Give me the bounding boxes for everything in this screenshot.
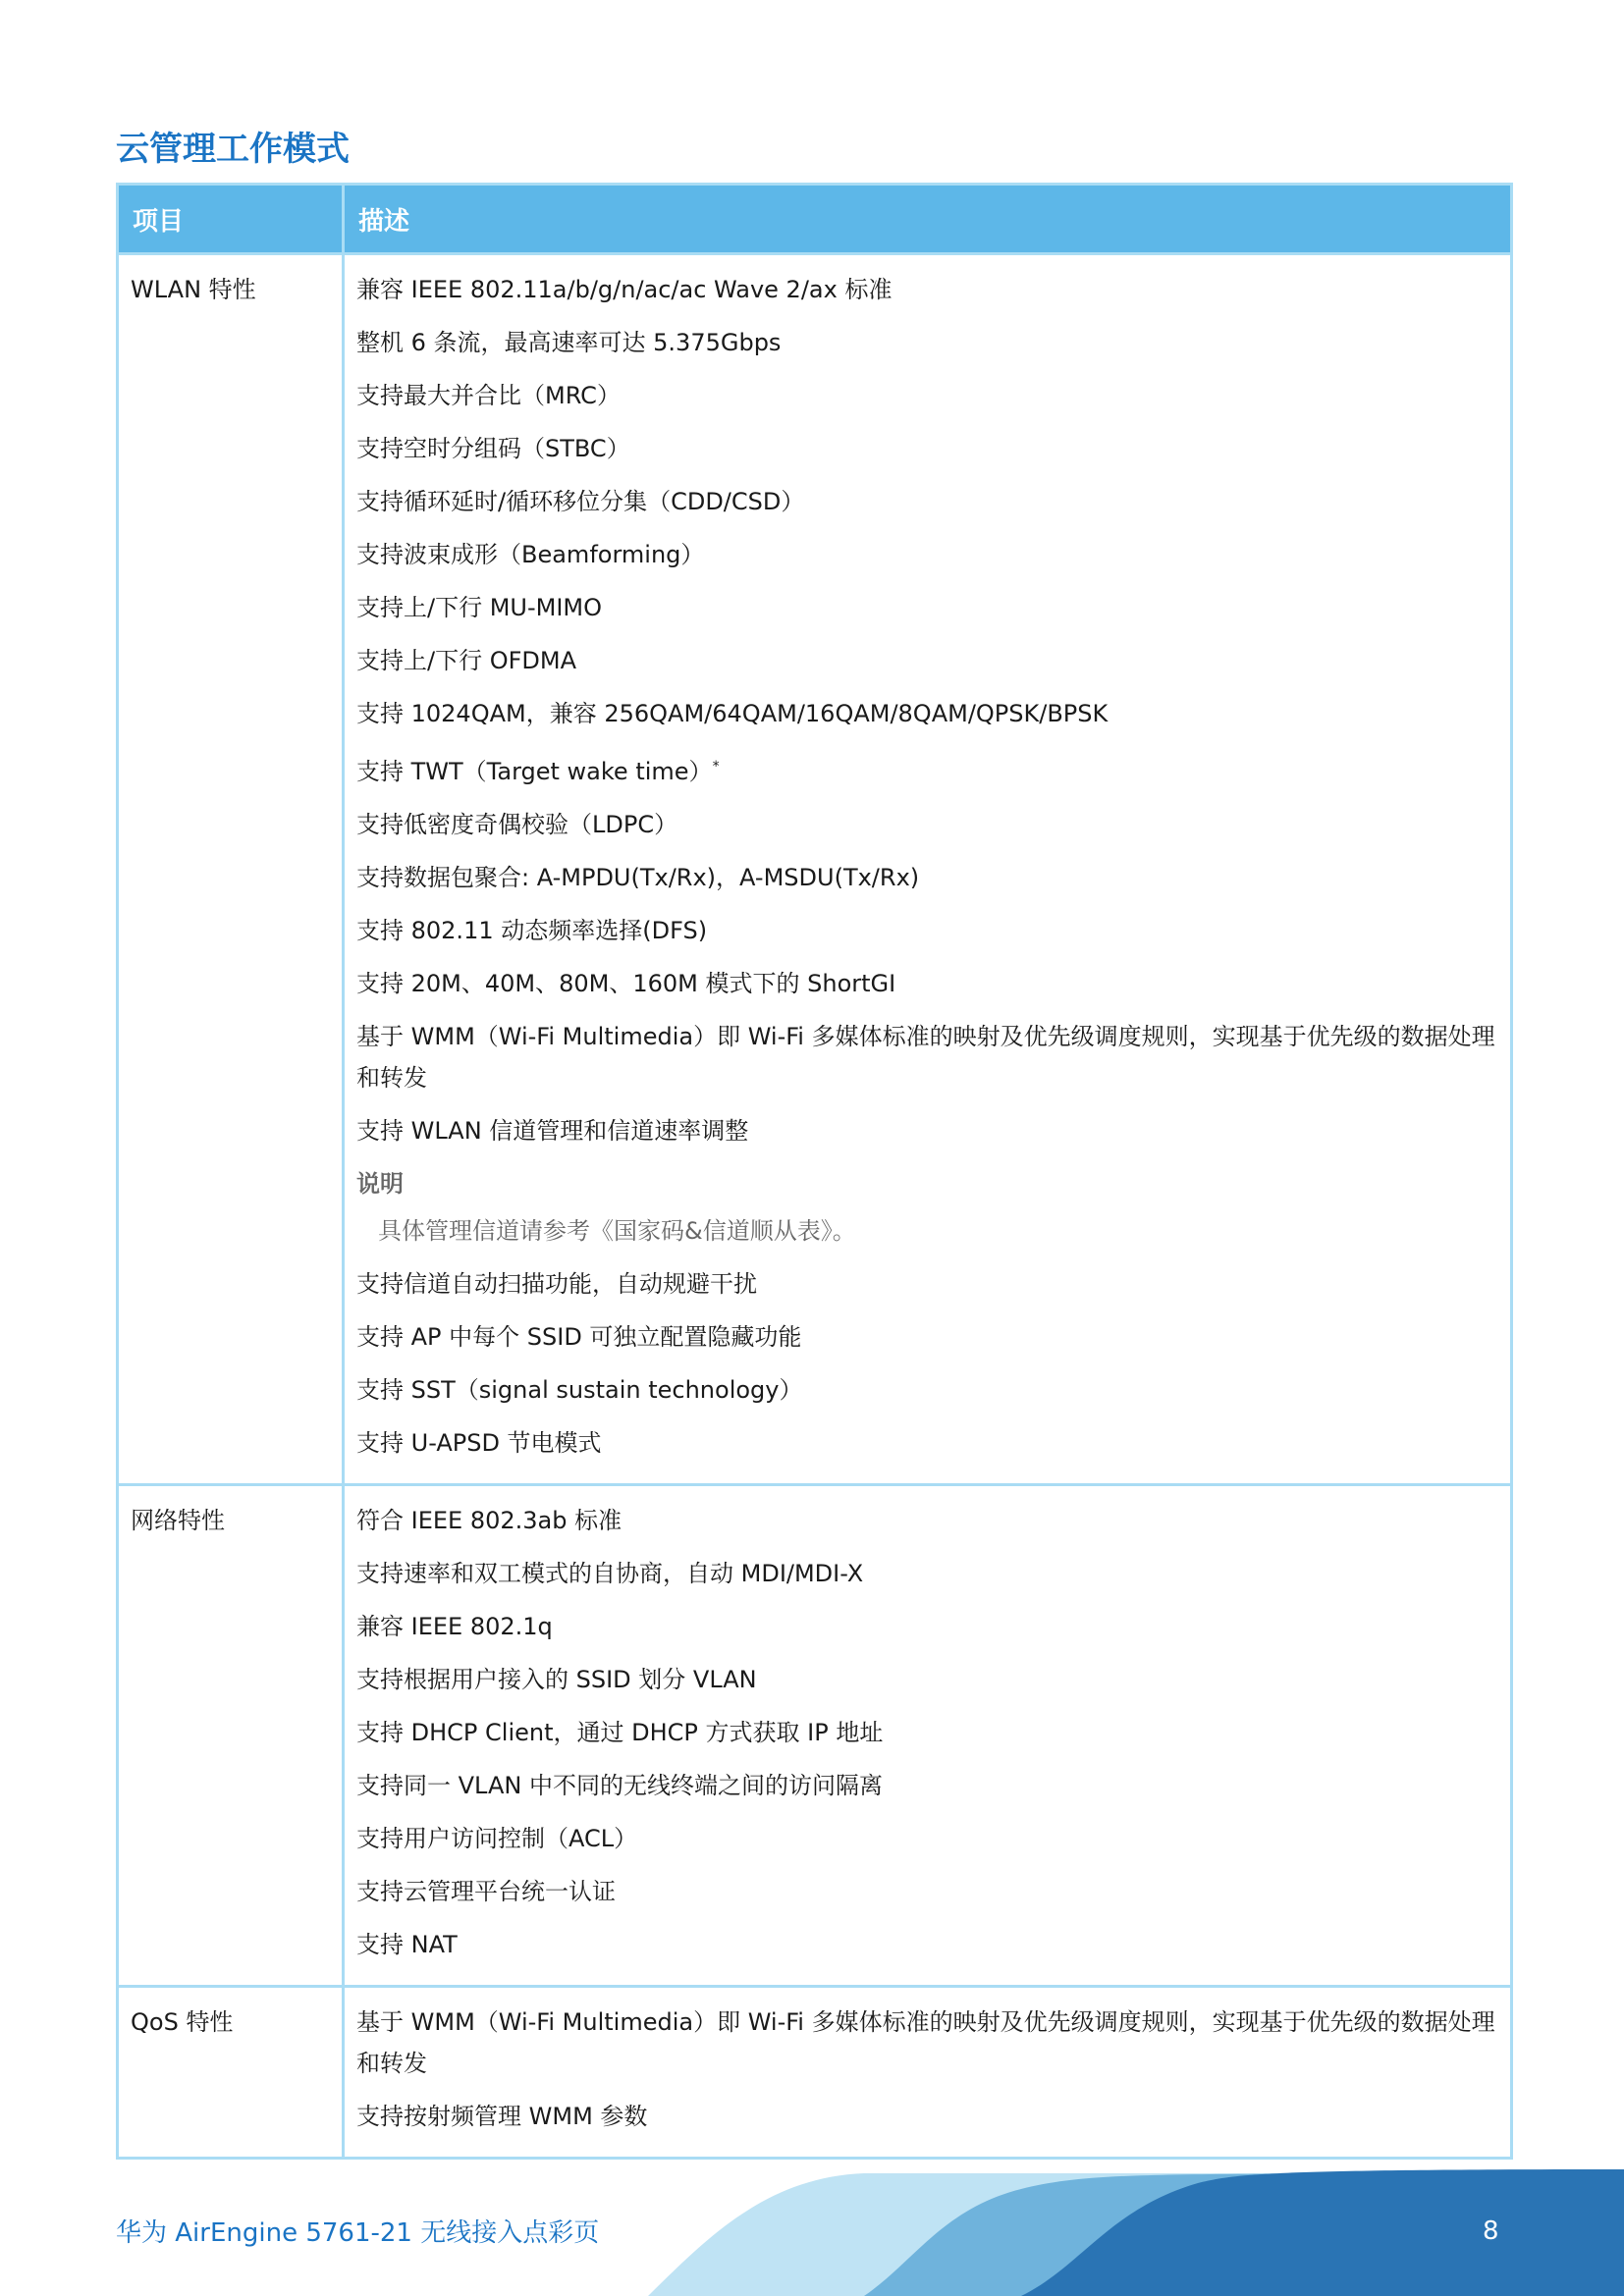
note-text: 具体管理信道请参考《国家码&信道顺从表》。 bbox=[378, 1217, 856, 1245]
list-item: 支持 802.11 动态频率选择(DFS) bbox=[356, 917, 708, 944]
list-item: 支持速率和双工模式的自协商，自动 MDI/MDI-X bbox=[356, 1560, 864, 1587]
list-item: 支持空时分组码（STBC） bbox=[356, 435, 630, 462]
list-item: 支持波束成形（Beamforming） bbox=[356, 541, 705, 568]
twt-text: 支持 TWT（Target wake time） bbox=[356, 758, 713, 785]
list-item: 支持低密度奇偶校验（LDPC） bbox=[356, 811, 678, 838]
row-item-network: 网络特性 bbox=[118, 1485, 344, 1987]
section-title: 云管理工作模式 bbox=[116, 130, 350, 169]
row-desc-network bbox=[344, 1485, 1512, 1987]
table-row bbox=[118, 1987, 1512, 2159]
row-desc-qos bbox=[344, 1987, 1512, 2159]
row-item-wlan: WLAN 特性 bbox=[118, 254, 344, 1485]
note-label: 说明 bbox=[356, 1170, 404, 1198]
list-item: 兼容 IEEE 802.1q bbox=[356, 1613, 553, 1640]
table-header-row bbox=[118, 185, 1512, 254]
list-item: 支持同一 VLAN 中不同的无线终端之间的访问隔离 bbox=[356, 1772, 883, 1799]
table-row bbox=[118, 254, 1512, 1485]
row-item-qos: QoS 特性 bbox=[118, 1987, 344, 2159]
list-item: 支持上/下行 MU-MIMO bbox=[356, 594, 603, 621]
list-item: 支持根据用户接入的 SSID 划分 VLAN bbox=[356, 1666, 757, 1693]
spec-table bbox=[116, 183, 1513, 2160]
list-item: 支持云管理平台统一认证 bbox=[356, 1878, 616, 1905]
header-desc: 描述 bbox=[344, 185, 1512, 254]
footer-title: 华为 AirEngine 5761-21 无线接入点彩页 bbox=[116, 2218, 600, 2248]
list-item: 整机 6 条流，最高速率可达 5.375Gbps bbox=[356, 329, 782, 356]
list-item: 兼容 IEEE 802.11a/b/g/n/ac/ac Wave 2/ax 标准 bbox=[356, 276, 893, 303]
list-item: 基于 WMM（Wi-Fi Multimedia）即 Wi-Fi 多媒体标准的映射及优先级调度规则，实现基于优先级的数据处理和转发 bbox=[356, 2008, 1495, 2077]
list-item: 支持最大并合比（MRC） bbox=[356, 382, 621, 409]
list-item: 支持 1024QAM，兼容 256QAM/64QAM/16QAM/8QAM/QPSK/BPSK bbox=[356, 700, 1109, 727]
row-desc-wlan bbox=[344, 254, 1512, 1485]
list-item-twt bbox=[356, 746, 1498, 792]
twt-footnote-mark: * bbox=[712, 759, 720, 774]
list-item: 支持 NAT bbox=[356, 1931, 458, 1958]
list-item: 符合 IEEE 802.3ab 标准 bbox=[356, 1507, 623, 1534]
list-item: 支持按射频管理 WMM 参数 bbox=[356, 2103, 648, 2130]
list-item: 支持 20M、40M、80M、160M 模式下的 ShortGI bbox=[356, 970, 896, 997]
list-item: 支持循环延时/循环移位分集（CDD/CSD） bbox=[356, 488, 805, 515]
header-item: 项目 bbox=[118, 185, 344, 254]
list-item: 支持 SST（signal sustain technology） bbox=[356, 1376, 803, 1404]
table-row bbox=[118, 1485, 1512, 1987]
list-item: 支持数据包聚合: A-MPDU(Tx/Rx)，A-MSDU(Tx/Rx) bbox=[356, 864, 920, 891]
list-item: 支持 DHCP Client，通过 DHCP 方式获取 IP 地址 bbox=[356, 1719, 884, 1746]
list-item: 支持 AP 中每个 SSID 可独立配置隐藏功能 bbox=[356, 1323, 802, 1351]
list-item: 支持信道自动扫描功能，自动规避干扰 bbox=[356, 1270, 757, 1298]
list-item: 支持 U-APSD 节电模式 bbox=[356, 1429, 602, 1457]
list-item: 基于 WMM（Wi-Fi Multimedia）即 Wi-Fi 多媒体标准的映射及优先级调度规则，实现基于优先级的数据处理和转发 bbox=[356, 1023, 1495, 1092]
page-number: 8 bbox=[1483, 2216, 1499, 2246]
list-item: 支持 WLAN 信道管理和信道速率调整 bbox=[356, 1117, 749, 1145]
list-item: 支持上/下行 OFDMA bbox=[356, 647, 577, 674]
list-item: 支持用户访问控制（ACL） bbox=[356, 1825, 638, 1852]
